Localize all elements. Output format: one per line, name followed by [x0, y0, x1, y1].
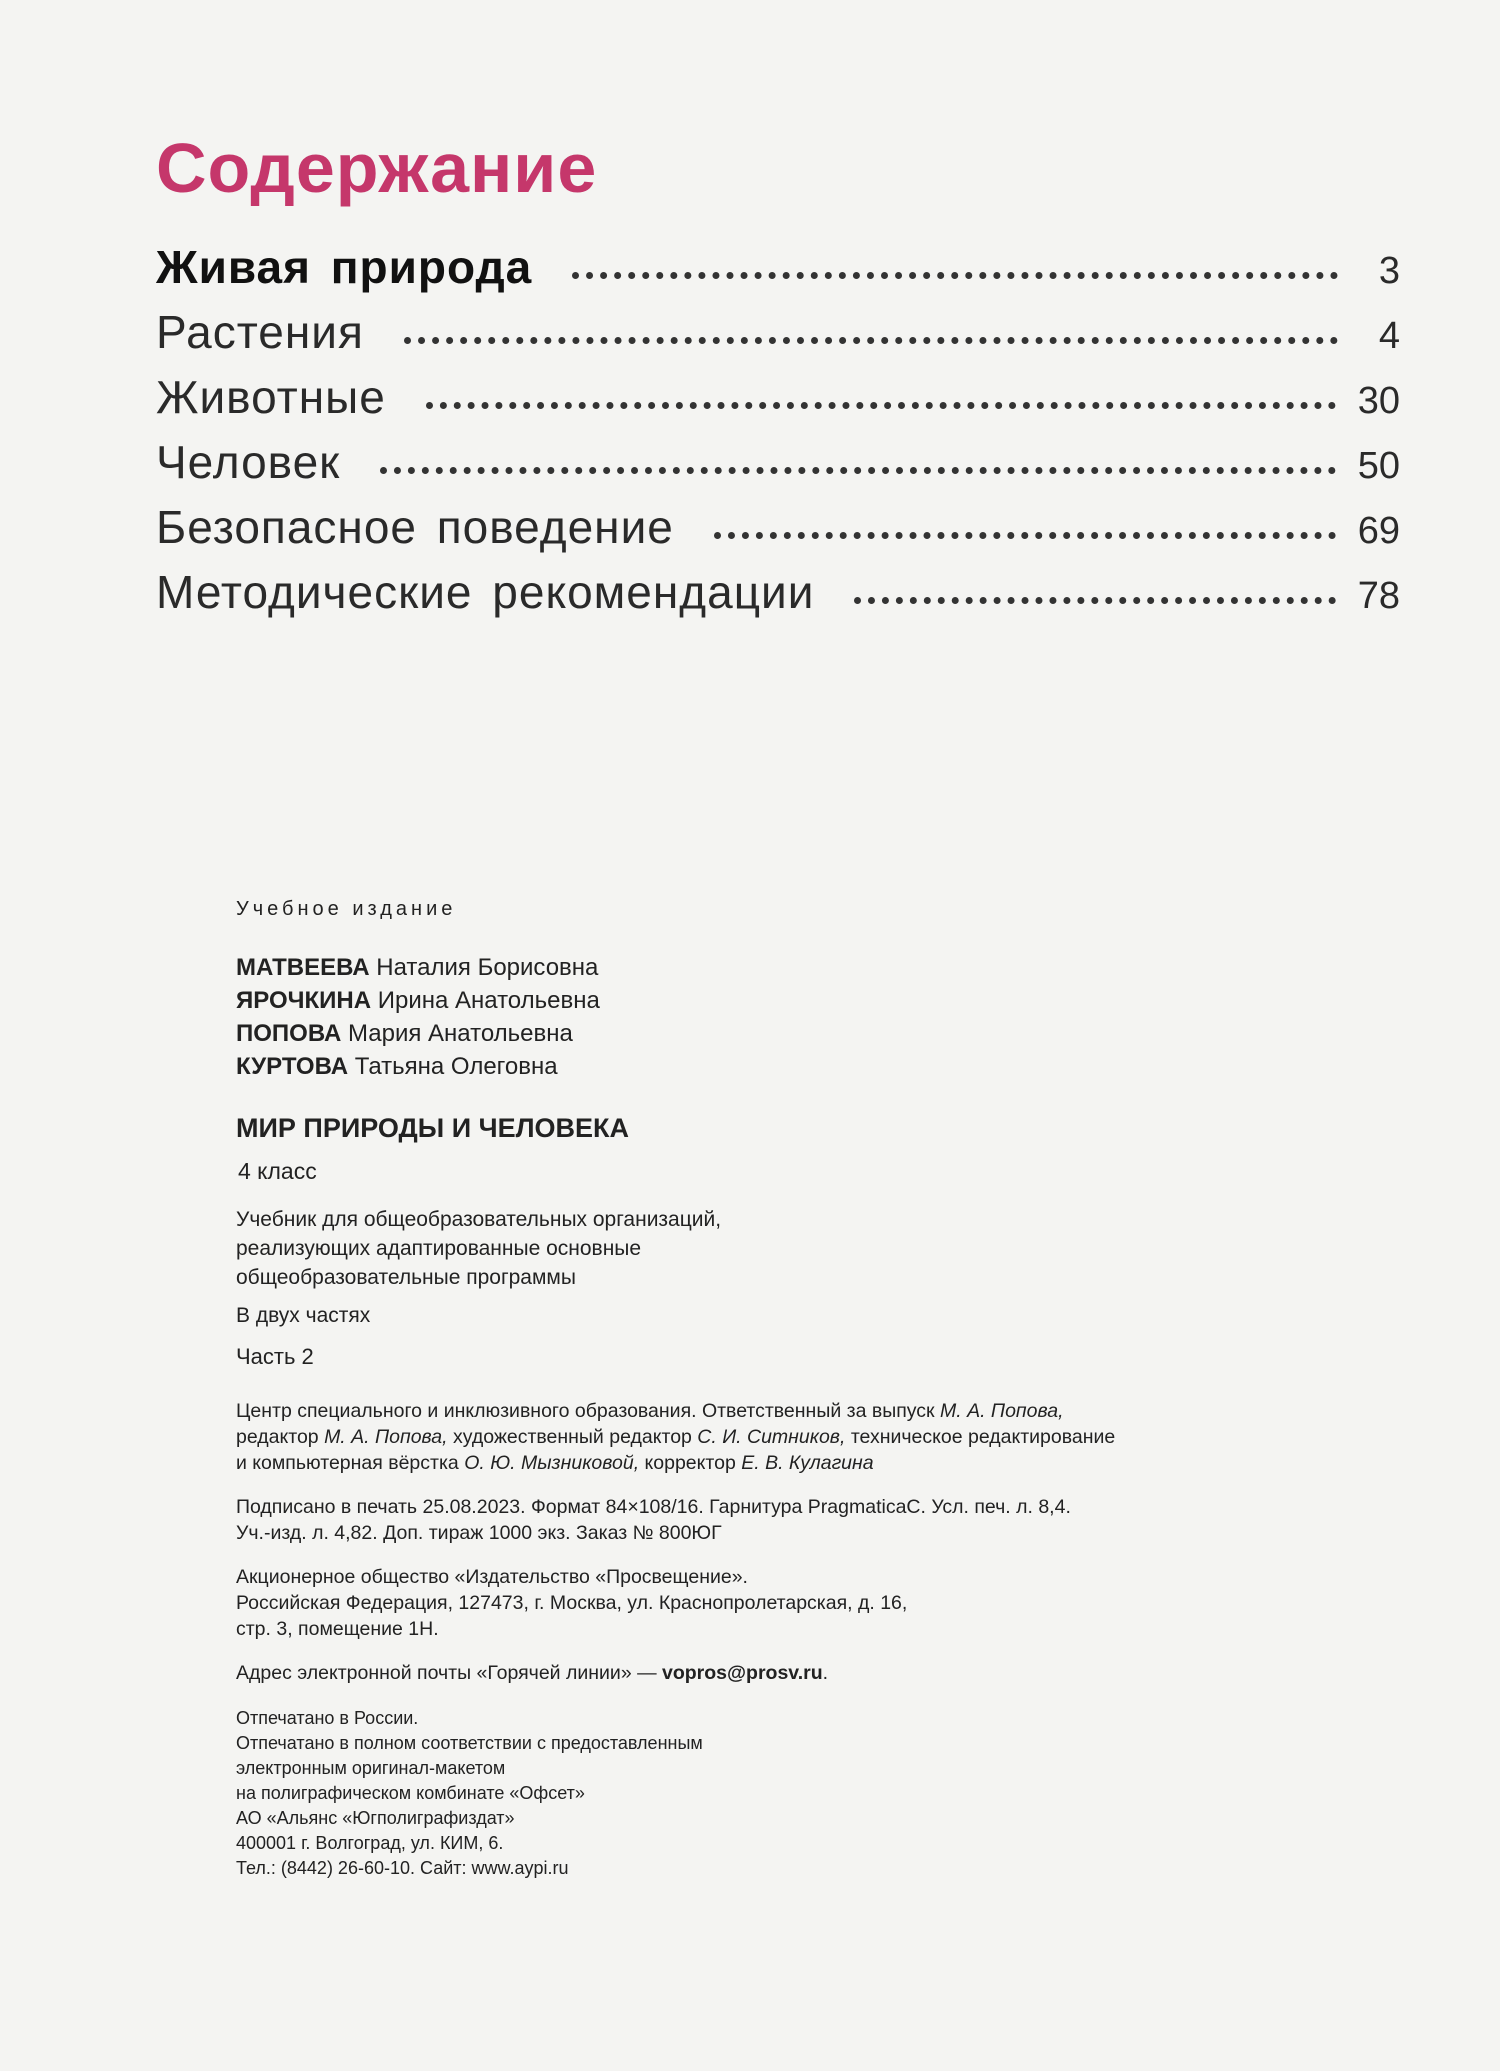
toc-item-label: Животные	[156, 371, 386, 423]
toc-item-page: 30	[1357, 380, 1400, 422]
description-line: Учебник для общеобразовательных организаций,	[236, 1208, 722, 1231]
publisher-block	[236, 1564, 1366, 1642]
author-line	[236, 951, 1366, 984]
toc-leader-dots	[426, 402, 1336, 409]
publisher-line: Российская Федерация, 127473, г. Москва, ул. Краснопролетарская, д. 16,	[236, 1592, 908, 1614]
credits-line	[236, 1398, 1366, 1424]
author-name: Наталия Борисовна	[376, 954, 599, 981]
author-line	[236, 1017, 1366, 1050]
printed-line: электронным оригинал-макетом	[236, 1758, 506, 1778]
publisher-line: Акционерное общество «Издательство «Просвещение».	[236, 1566, 748, 1588]
credits-person: О. Ю. Мызниковой,	[464, 1452, 640, 1474]
credits-text: корректор	[639, 1452, 742, 1474]
page-title: Содержание	[156, 129, 598, 207]
hotline-label: Адрес электронной почты «Горячей линии» —	[236, 1662, 663, 1684]
credits-text: Центр специального и инклюзивного образования. Ответственный за выпуск	[236, 1400, 941, 1422]
edition-label: Учебное издание	[236, 898, 457, 920]
printed-line: 400001 г. Волгоград, ул. КИМ, 6.	[236, 1833, 504, 1853]
author-name: Ирина Анатольевна	[377, 987, 600, 1014]
toc-item-page: 4	[1378, 315, 1400, 357]
hotline-end: .	[822, 1662, 829, 1684]
toc-item-label: Человек	[156, 436, 341, 488]
description-line: общеобразовательные программы	[236, 1266, 576, 1289]
printed-line: Отпечатано в России.	[236, 1708, 419, 1728]
credits-line	[236, 1450, 1366, 1476]
parts-label: В двух частях	[236, 1304, 371, 1327]
toc-item-label: Растения	[156, 306, 364, 358]
printed-line: на полиграфическом комбинате «Офсет»	[236, 1783, 585, 1803]
grade-label: 4 класс	[238, 1158, 317, 1184]
imprint-block	[236, 898, 1366, 1881]
author-surname: МАТВЕЕВА	[236, 954, 370, 981]
toc-leader-dots	[404, 337, 1338, 344]
toc-item-methodical-recommendations[interactable]	[156, 565, 1400, 630]
book-title: МИР ПРИРОДЫ И ЧЕЛОВЕКА	[236, 1113, 630, 1143]
print-info-line: Уч.-изд. л. 4,82. Доп. тираж 1000 экз. Заказ № 800ЮГ	[236, 1522, 722, 1544]
toc-leader-dots	[714, 532, 1336, 539]
toc-item-page: 78	[1357, 575, 1400, 617]
toc-item-label: Живая природа	[156, 241, 533, 293]
author-surname: КУРТОВА	[236, 1053, 349, 1080]
author-line	[236, 1050, 1366, 1083]
credits-block	[236, 1398, 1366, 1476]
hotline-line	[236, 1660, 1366, 1686]
printed-line: Отпечатано в полном соответствии с предоставленным	[236, 1733, 703, 1753]
credits-line	[236, 1424, 1366, 1450]
publisher-line: стр. 3, помещение 1Н.	[236, 1618, 439, 1640]
table-of-contents	[156, 240, 1400, 630]
printed-line: Тел.: (8442) 26-60-10. Сайт: www.aypi.ru	[236, 1858, 569, 1878]
author-name: Мария Анатольевна	[347, 1020, 573, 1047]
author-surname: ЯРОЧКИНА	[236, 987, 372, 1014]
toc-item-label: Безопасное поведение	[156, 501, 674, 553]
toc-item-animals[interactable]	[156, 370, 1400, 435]
credits-person: М. А. Попова,	[940, 1400, 1064, 1422]
hotline-email-link[interactable]: vopros@prosv.ru	[662, 1662, 823, 1684]
print-info-block	[236, 1494, 1366, 1546]
part-label: Часть 2	[236, 1344, 314, 1369]
toc-item-label: Методические рекомендации	[156, 566, 815, 618]
credits-text: техническое редактирование	[845, 1426, 1116, 1448]
credits-person: М. А. Попова,	[324, 1426, 448, 1448]
toc-item-plants[interactable]	[156, 305, 1400, 370]
credits-text: и компьютерная вёрстка	[236, 1452, 465, 1474]
author-line	[236, 984, 1366, 1017]
credits-text: редактор	[236, 1426, 325, 1448]
book-description	[236, 1205, 1366, 1292]
description-line: реализующих адаптированные основные	[236, 1237, 642, 1260]
printed-line: АО «Альянс «Югполиграфиздат»	[236, 1808, 515, 1828]
toc-item-live-nature[interactable]	[156, 240, 1400, 305]
author-surname: ПОПОВА	[236, 1020, 342, 1047]
toc-leader-dots	[854, 597, 1335, 604]
credits-text: художественный редактор	[447, 1426, 698, 1448]
toc-item-page: 3	[1378, 250, 1400, 292]
toc-leader-dots	[572, 272, 1338, 279]
toc-leader-dots	[380, 467, 1335, 474]
toc-item-safe-behavior[interactable]	[156, 500, 1400, 565]
toc-item-page: 50	[1357, 445, 1400, 487]
printed-block	[236, 1706, 1366, 1881]
toc-item-page: 69	[1357, 510, 1400, 552]
author-name: Татьяна Олеговна	[354, 1053, 558, 1080]
credits-person: Е. В. Кулагина	[741, 1452, 874, 1474]
print-info-line: Подписано в печать 25.08.2023. Формат 84×108/16. Гарнитура PragmaticaC. Усл. печ. л. 8,4.	[236, 1496, 1071, 1518]
toc-item-human[interactable]	[156, 435, 1400, 500]
credits-person: С. И. Ситников,	[697, 1426, 846, 1448]
